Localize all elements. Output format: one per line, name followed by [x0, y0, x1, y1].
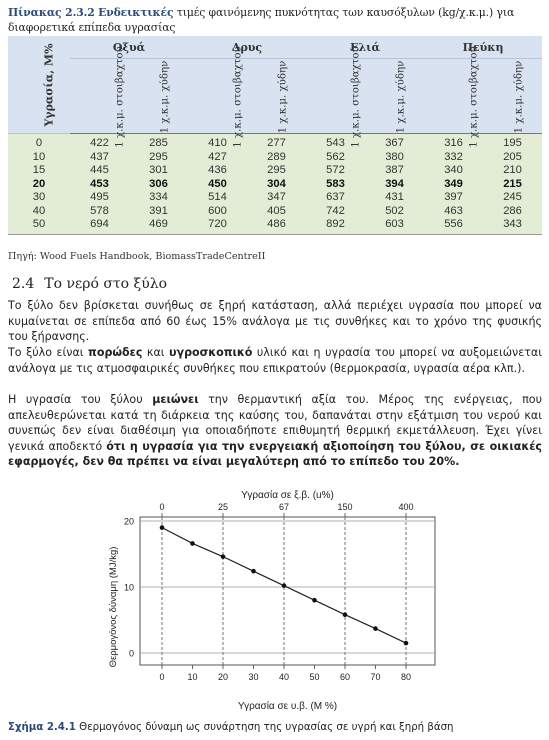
- x-axis-label: Υγρασία σε υ.β. (M %): [237, 701, 338, 712]
- paragraph-1: Το ξύλο δεν βρίσκεται συνήθως σε ξηρή κατάσταση, αλλά περιέχει υγρασία που μπορεί να κυμαίνεται σε επίπεδα από 60 έως 15% ανάλογα με τις συνθήκες και το χρόνο της φυσικής του ξήρανσης.: [8, 299, 542, 344]
- table-caption-text: τιμές φαινόμενης πυκνότητας των καυσόξυλων (kg/χ.κ.μ.) για διαφορετικά επίπεδα υγρασίας: [8, 6, 515, 34]
- density-cell: 334: [129, 191, 188, 205]
- subheader-label: 1 χ.κ.μ. χύδην: [513, 60, 525, 134]
- density-cell: 285: [129, 134, 188, 151]
- moisture-cell: 10: [8, 151, 70, 165]
- density-cell: 603: [365, 218, 424, 234]
- row-header-cell: [8, 36, 70, 134]
- figure-caption-label: Σχήμα 2.4.1: [8, 722, 76, 733]
- density-cell: 453: [70, 178, 129, 192]
- paragraph-2-text-a: Το ξύλο είναι: [8, 346, 89, 359]
- species-header-3: Πεύκη: [424, 36, 542, 59]
- table-body: [8, 134, 542, 235]
- subheader-cell: [247, 59, 306, 134]
- paragraph-3-bold-conclusion: ότι η υγρασία για την ενεργειακή αξιοποίηση του ξύλου, σε οικιακές εφαρμογές, δεν θα πρέπει να είναι μεγαλύτερη από το επίπεδο του 20%.: [8, 439, 542, 469]
- paragraph-2-text-e: υλικό και η υγρασία του μπορεί να αυξομειώνεται ανάλογα με τις ατμοσφαιρικές συνθήκες που επικρατούν (θερμοκρασία, υγρασία αέρα κλπ.).: [8, 346, 542, 375]
- table-row: [8, 164, 542, 178]
- density-cell: 578: [70, 205, 129, 219]
- density-cell: 502: [365, 205, 424, 219]
- table-row: [8, 191, 542, 205]
- density-cell: 277: [247, 134, 306, 151]
- density-cell: 343: [483, 218, 542, 234]
- density-cell: 450: [188, 178, 247, 192]
- density-cell: 463: [424, 205, 483, 219]
- species-header-0: Οξυά: [70, 36, 188, 59]
- density-cell: 445: [70, 164, 129, 178]
- top-tick-label: 0: [159, 502, 165, 512]
- paragraph-2-text-c: και: [142, 346, 170, 359]
- subheader-label: 1 χ.κ.μ. στοιβαχτού: [468, 46, 480, 148]
- density-cell: 295: [129, 151, 188, 165]
- plot-area: [124, 502, 435, 682]
- x-tick-label: 30: [248, 672, 259, 682]
- density-cell: 340: [424, 164, 483, 178]
- subheader-cell: [129, 59, 188, 134]
- y-tick-label: 0: [128, 648, 134, 659]
- table-row: [8, 218, 542, 234]
- data-point: [190, 541, 195, 546]
- density-table: [8, 36, 542, 235]
- row-header-label: Υγρασία, Μ%: [42, 43, 56, 127]
- subheader-label: 1 χ.κ.μ. στοιβαχτού: [114, 46, 126, 148]
- density-cell: 431: [365, 191, 424, 205]
- species-header-2: Ελιά: [306, 36, 424, 59]
- figure-caption: [8, 722, 454, 733]
- density-cell: 349: [424, 178, 483, 192]
- density-cell: 583: [306, 178, 365, 192]
- species-header-1: Δρυς: [188, 36, 306, 59]
- section-title: Το νερό στο ξύλο: [44, 276, 168, 292]
- density-cell: 306: [129, 178, 188, 192]
- x-tick-label: 20: [217, 672, 229, 682]
- density-cell: 205: [483, 151, 542, 165]
- x-tick-label: 60: [339, 672, 351, 682]
- table-row: [8, 205, 542, 219]
- moisture-cell: 15: [8, 164, 70, 178]
- density-cell: 543: [306, 134, 365, 151]
- density-cell: 289: [247, 151, 306, 165]
- density-cell: 215: [483, 178, 542, 192]
- top-tick-label: 400: [398, 502, 414, 512]
- section-number: 2.4: [12, 276, 35, 292]
- subheader-cell: [483, 59, 542, 134]
- density-cell: 427: [188, 151, 247, 165]
- top-tick-label: 25: [217, 502, 229, 512]
- subheader-label: 1 χ.κ.μ. χύδην: [395, 60, 407, 134]
- table-row: [8, 151, 542, 165]
- paragraph-3-bold-reduces: μειώνει: [152, 393, 199, 406]
- y-tick-label: 10: [123, 582, 134, 593]
- density-cell: 391: [129, 205, 188, 219]
- density-cell: 556: [424, 218, 483, 234]
- table-caption-label: Πίνακας 2.3.2: [8, 6, 95, 19]
- table-caption-bold: Ενδεικτικές: [98, 6, 174, 19]
- density-cell: 514: [188, 191, 247, 205]
- paragraph-2-bold-hygroscopic: υγροσκοπικό: [169, 346, 253, 359]
- x-tick-label: 0: [159, 672, 165, 682]
- top-tick-label: 150: [337, 502, 353, 512]
- data-point: [160, 525, 165, 530]
- subheader-cell: [365, 59, 424, 134]
- density-cell: 495: [70, 191, 129, 205]
- subheader-row: [8, 59, 542, 134]
- density-cell: 245: [483, 191, 542, 205]
- data-point: [251, 569, 256, 574]
- density-cell: 437: [70, 151, 129, 165]
- table-caption: [8, 5, 542, 35]
- density-cell: 347: [247, 191, 306, 205]
- density-cell: 286: [483, 205, 542, 219]
- data-point: [221, 554, 226, 559]
- density-cell: 387: [365, 164, 424, 178]
- density-cell: 380: [365, 151, 424, 165]
- table-row: [8, 178, 542, 192]
- density-cell: 562: [306, 151, 365, 165]
- density-table-container: [8, 36, 542, 235]
- x-tick-label: 40: [278, 672, 290, 682]
- density-cell: 572: [306, 164, 365, 178]
- density-cell: 195: [483, 134, 542, 151]
- density-cell: 394: [365, 178, 424, 192]
- y-axis-label: Θερμογόνος δύναμη (MJ/kg): [108, 546, 119, 668]
- density-cell: 301: [129, 164, 188, 178]
- density-cell: 742: [306, 205, 365, 219]
- data-point: [373, 626, 378, 631]
- table-row: [8, 134, 542, 151]
- section-heading: [12, 276, 167, 292]
- moisture-cell: 40: [8, 205, 70, 219]
- density-cell: 397: [424, 191, 483, 205]
- density-cell: 436: [188, 164, 247, 178]
- data-point: [343, 612, 348, 617]
- top-tick-label: 67: [278, 502, 290, 512]
- x-tick-label: 80: [400, 672, 412, 682]
- density-cell: 469: [129, 218, 188, 234]
- paragraph-3: [8, 392, 542, 470]
- subheader-label: 1 χ.κ.μ. στοιβαχτού: [232, 46, 244, 148]
- density-cell: 422: [70, 134, 129, 151]
- data-point: [404, 641, 409, 646]
- data-point: [312, 598, 317, 603]
- moisture-cell: 20: [8, 178, 70, 192]
- top-axis-label: Υγρασία σε ξ.β. (u%): [241, 490, 334, 501]
- table-source: Πηγή: Wood Fuels Handbook, BiomassTradeCentreII: [8, 251, 266, 262]
- data-point: [282, 583, 287, 588]
- density-cell: 316: [424, 134, 483, 151]
- x-tick-label: 50: [309, 672, 320, 682]
- moisture-cell: 50: [8, 218, 70, 234]
- density-cell: 332: [424, 151, 483, 165]
- paragraph-2-bold-porous: πορώδες: [88, 346, 143, 359]
- density-cell: 304: [247, 178, 306, 192]
- paragraph-2: [8, 345, 542, 376]
- density-cell: 694: [70, 218, 129, 234]
- calorific-value-chart: [90, 487, 450, 715]
- density-cell: 892: [306, 218, 365, 234]
- density-cell: 486: [247, 218, 306, 234]
- x-tick-label: 10: [187, 672, 198, 682]
- density-cell: 720: [188, 218, 247, 234]
- figure-caption-text: Θερμογόνος δύναμη ως συνάρτηση της υγρασίας σε υγρή και ξηρή βάση: [75, 722, 454, 733]
- density-cell: 410: [188, 134, 247, 151]
- y-tick-label: 20: [123, 516, 134, 527]
- paragraph-3-text-c: την θερμαντική αξία του. Μέρος της ενέργειας, που απελευθερώνεται κατά τη διάρκεια της καύσης του, δαπανάται στην εξάτμιση του νερού και συνεπώς δεν είναι διαθέσιμη για οποιαδήποτε επιθυμητή θερμική εκμετάλλευση. Έχει γίνει γενικά αποδεκτό: [8, 393, 543, 453]
- subheader-label: 1 χ.κ.μ. στοιβαχτού: [350, 46, 362, 148]
- chart-container: [90, 487, 450, 719]
- moisture-cell: 30: [8, 191, 70, 205]
- subheader-label: 1 χ.κ.μ. χύδην: [277, 60, 289, 134]
- density-cell: 367: [365, 134, 424, 151]
- density-cell: 295: [247, 164, 306, 178]
- subheader-label: 1 χ.κ.μ. χύδην: [159, 60, 171, 134]
- density-cell: 210: [483, 164, 542, 178]
- density-cell: 600: [188, 205, 247, 219]
- density-cell: 405: [247, 205, 306, 219]
- density-cell: 637: [306, 191, 365, 205]
- x-tick-label: 70: [370, 672, 381, 682]
- paragraph-3-text-a: Η υγρασία του ξύλου: [8, 393, 153, 406]
- moisture-cell: 0: [8, 134, 70, 151]
